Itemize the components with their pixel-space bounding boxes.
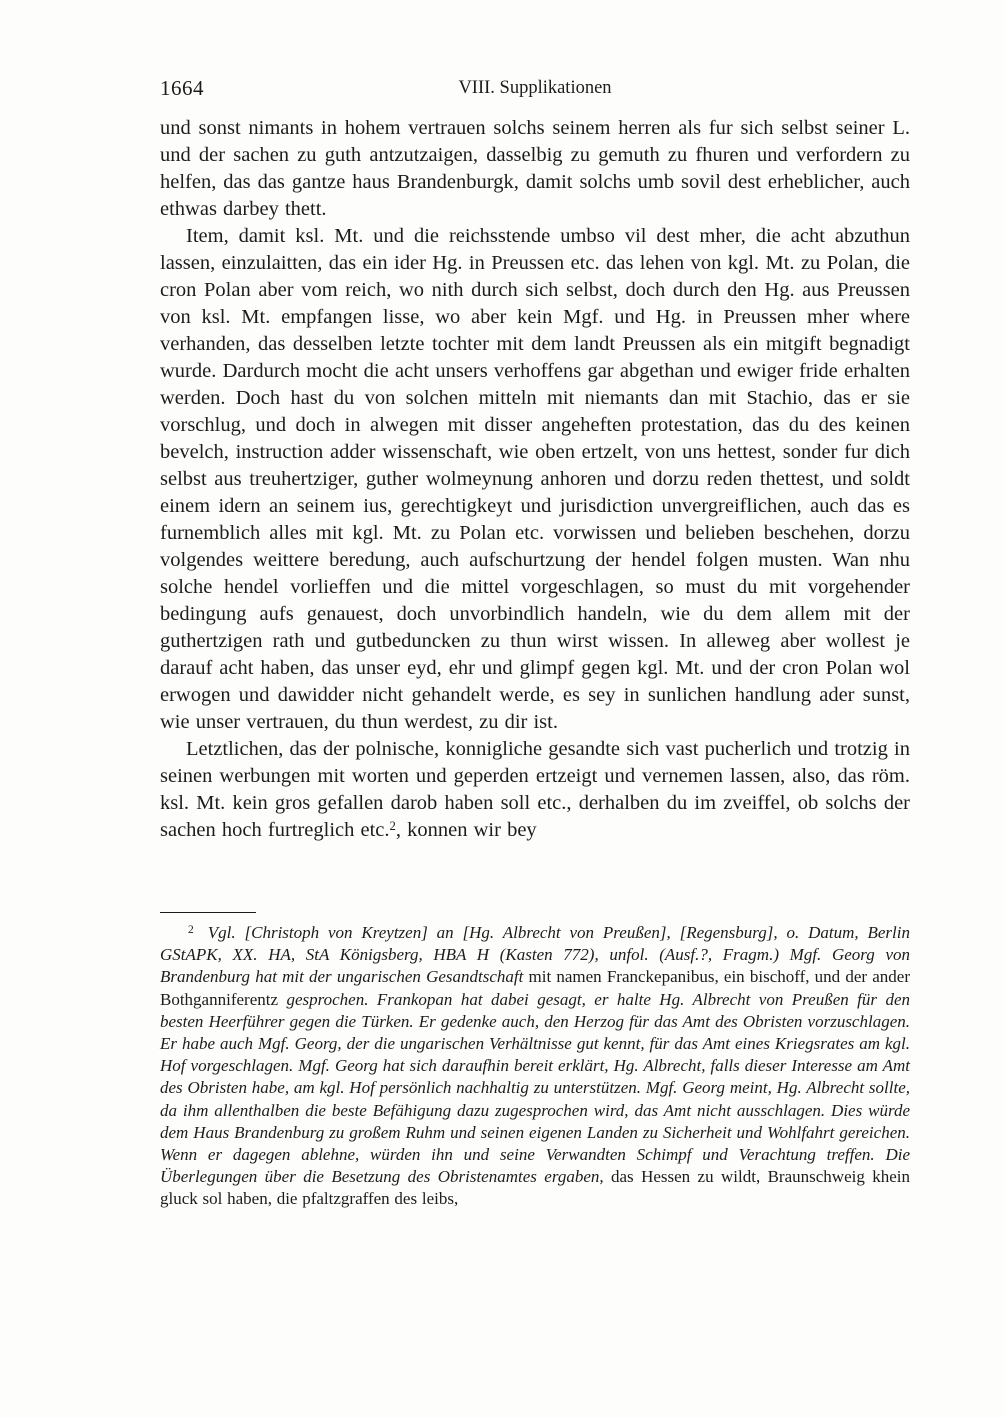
page-number: 1664 <box>160 76 204 100</box>
footnote <box>160 922 910 1211</box>
footnote-reference-mark: 2 <box>389 819 396 834</box>
section-title: VIII. Supplikationen <box>458 78 612 98</box>
footnote-marker: 2 <box>188 922 194 936</box>
footnote-segment-roman: mit namen Franckepanibus, ein bischoff, und der ander Bothganniferentz <box>160 967 910 1009</box>
footnote-segment-italic: Vgl. [Christoph von Kreytzen] an [Hg. Albrecht von Preußen], [Regensburg], o. Datum, Berlin GStAPK, XX. HA, StA Königsberg, HBA H (Kasten 772), unfol. (Ausf.?, Fragm.) Mgf. Georg von Brandenburg hat mit der ungarischen Gesandtschaft <box>160 923 910 987</box>
running-header <box>160 76 910 102</box>
paragraph: Item, damit ksl. Mt. und die reichsstende umbso vil dest mher, die acht abzuthun lassen, einzulaitten, das ein ider Hg. in Preussen etc. das lehen von kgl. Mt. zu Polan, die cron Polan aber vom reich, wo nith durch sich selbst, doch durch den Hg. aus Preussen von ksl. Mt. empfangen lisse, wo aber kein Mgf. und Hg. in Preussen mher where verhanden, das desselben letzte tochter mit dem landt Preussen als ein mitgift begnadigt wurde. Dardurch mocht die acht unsers verhoffens gar abgethan und ewiger fride erhalten werden. Doch hast du von solchen mitteln mit niemants dan mit Stachio, das er sie vorschlug, und doch in alwegen mit disser angeheften protestation, das du des keinen bevelch, instruction adder wissenschaft, wie oben ertzelt, von uns hettest, sonder fur dich selbst aus treuhertziger, guther wolmeynung anhoren und dorzu reden thettest, und soldt einem idern an seinem ius, gerechtigkeyt und jurisdiction unvergreiflichen, auch das es furnemblich alles mit kgl. Mt. zu Polan etc. vorwissen und belieben beschehen, dorzu volgendes weittere beredung, auch aufschurtzung der hendel folgen musten. Wan nhu solche hendel vorlieffen und die mittel vorgeschlagen, so must du mit vorgehender bedingung aufs genauest, doch unvorbindlich handeln, wie du dem allem mit der guthertzigen rath und gutbeduncken zu thun wirst wissen. In alleweg aber wollest je darauf acht haben, das unser eyd, ehr und glimpf gegen kgl. Mt. und der cron Polan wol erwogen und dawidder nicht gehandelt werde, es sey in sunlichen handlung ader sunst, wie unser vertrauen, du thun werdest, zu dir ist. <box>160 225 910 733</box>
footnote-segment-italic: gesprochen. Frankopan hat dabei gesagt, er halte Hg. Albrecht von Preußen für den besten Heerführer gegen die Türken. Er gedenke auch, den Herzog für das Amt des Obristen vorzuschlagen. Er habe auch Mgf. Georg, der die ungarischen Verhältnisse gut kennt, für das Amt eines Kriegsrates am kgl. Hof vorgeschlagen. Mgf. Georg hat sich daraufhin bereit erklärt, Hg. Albrecht, falls dieser Interesse am Amt des Obristen habe, am kgl. Hof persönlich nachhaltig zu unterstützen. Mgf. Georg meint, Hg. Albrecht sollte, da ihm allenthalben die beste Befähigung dazu zugesprochen wird, das Amt nicht ausschlagen. Dies würde dem Haus Brandenburg zu großem Ruhm und seinen eigenen Landen zu Sicherheit und Wohlfahrt gereichen. Wenn er dagegen ablehne, würden ihn und seine Verwandten Schimpf und Verachtung treffen. Die Überlegungen über die Besetzung des Obristenamtes ergaben, <box>160 989 911 1187</box>
body-text <box>160 115 910 844</box>
paragraph: und sonst nimants in hohem vertrauen solchs seinem herren als fur sich selbst seiner L. und der sachen zu guth antzutzaigen, dasselbig zu gemuth zu fhuren und verfordern zu helfen, das das gantze haus Brandenburgk, damit solchs umb sovil dest erheblicher, auch ethwas darbey thett. <box>160 117 910 220</box>
paragraph <box>160 736 910 844</box>
footnote-block <box>160 912 910 1211</box>
footnote-segment-roman: das Hessen zu wildt, Braunschweig khein gluck sol haben, die pfaltzgraffen des leibs, <box>160 1167 910 1209</box>
paragraph-text: Letztlichen, das der polnische, konnigliche gesandte sich vast pucherlich und trotzig in seinen werbungen mit worten und geperden ertzeigt und vernemen lassen, also, das röm. ksl. Mt. kein gros gefallen darob haben soll etc., derhalben du im zveiffel, ob solchs der sachen hoch furtreglich etc. <box>160 738 910 841</box>
paragraph-text: , konnen wir bey <box>395 819 537 841</box>
footnote-separator-rule <box>160 912 256 913</box>
